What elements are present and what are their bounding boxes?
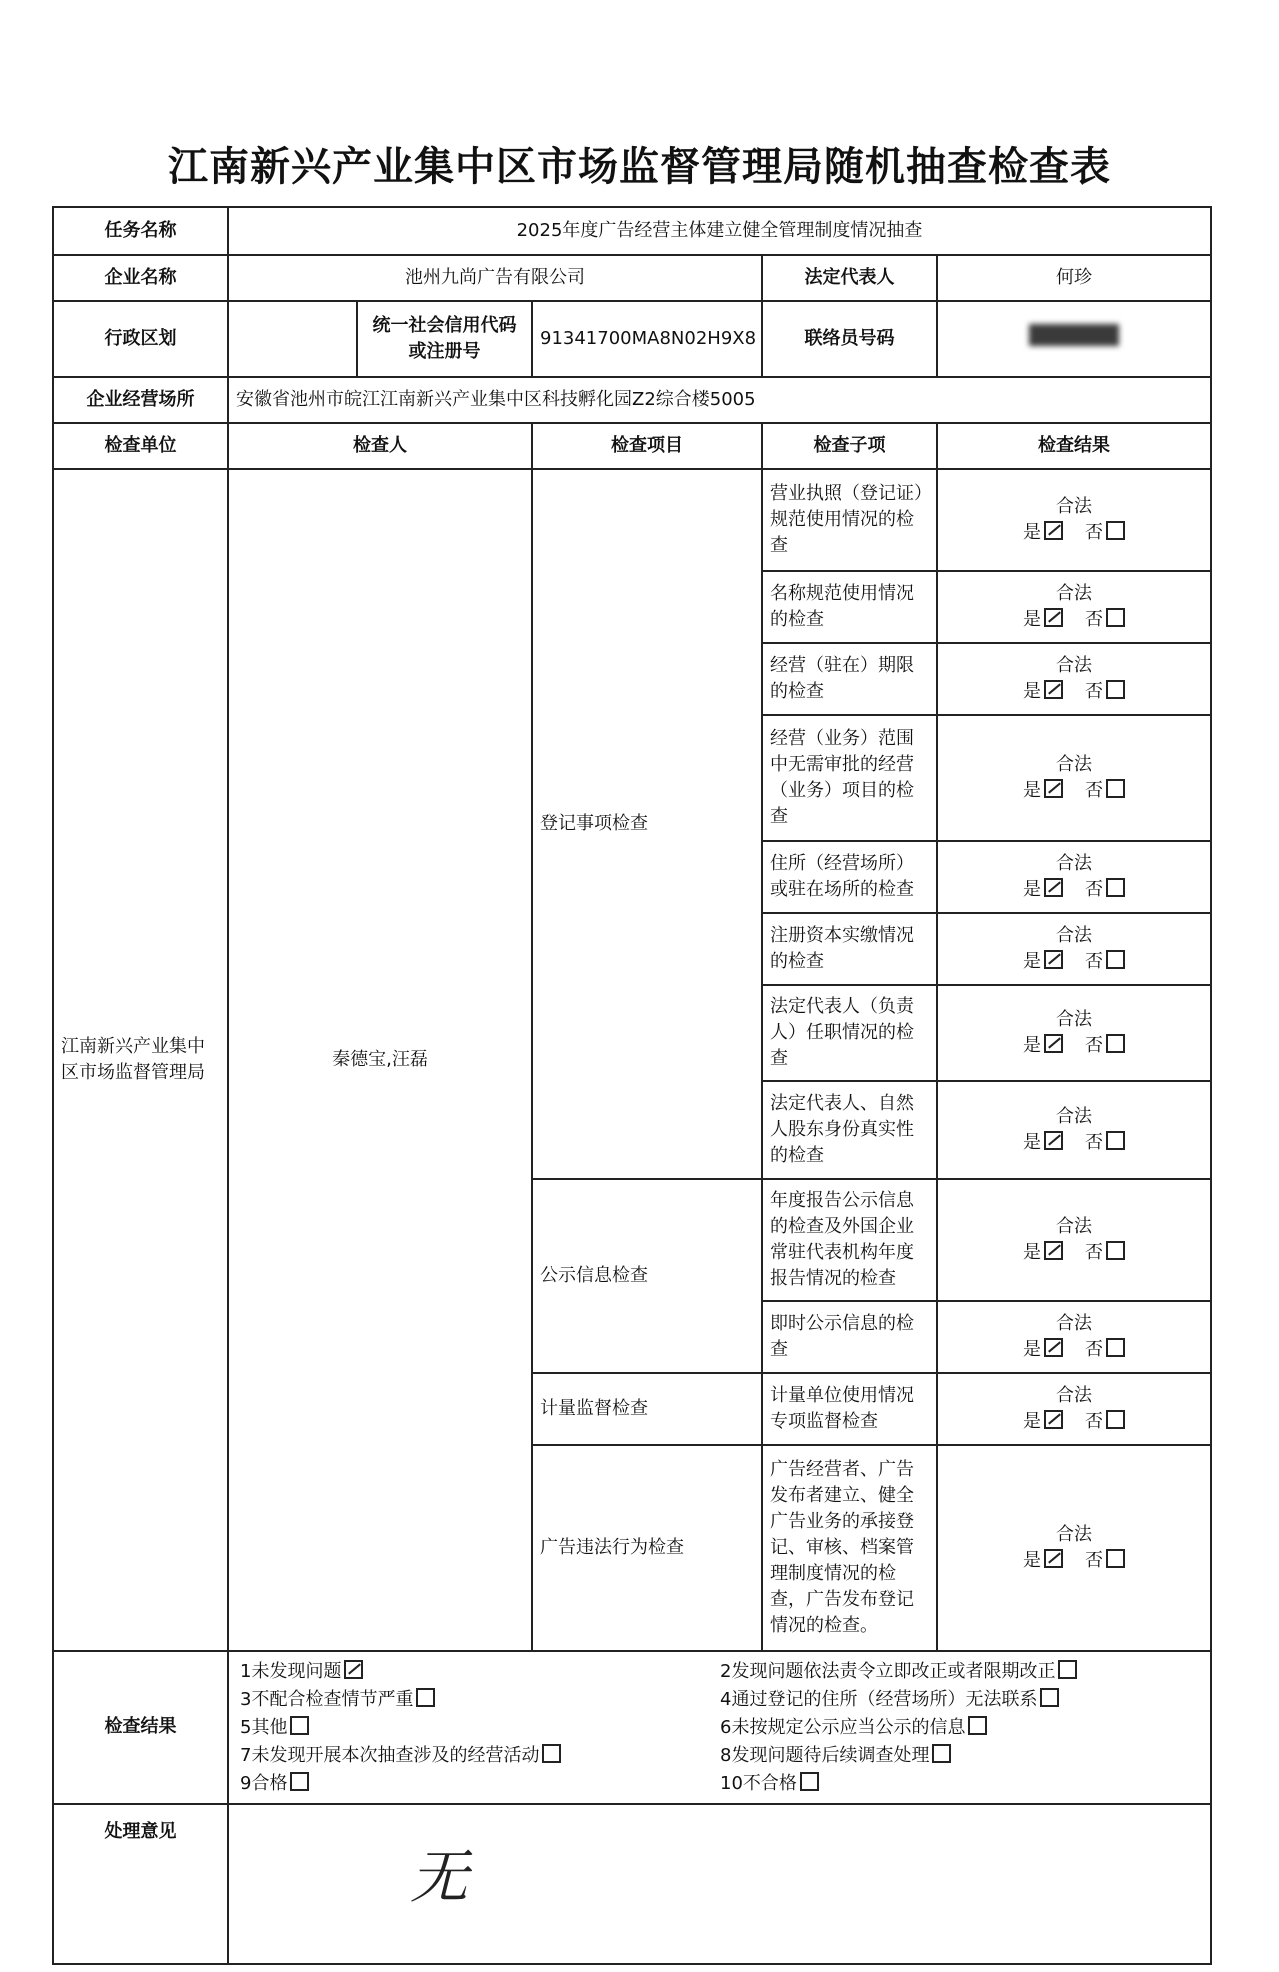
sub-item-text: 住所（经营场所）或驻在场所的检查 bbox=[762, 841, 937, 913]
yes-label: 是 bbox=[1023, 951, 1041, 972]
yes-label: 是 bbox=[1023, 609, 1041, 630]
legal-label: 合法 bbox=[1056, 1105, 1092, 1127]
no-label: 否 bbox=[1085, 1242, 1103, 1263]
sub-item-text: 法定代表人、自然人股东身份真实性的检查 bbox=[762, 1081, 937, 1179]
sub-item-text: 计量单位使用情况专项监督检查 bbox=[762, 1373, 937, 1445]
opinion-label: 处理意见 bbox=[53, 1804, 228, 1964]
option-text: 9合格 bbox=[240, 1773, 288, 1794]
legal-label: 合法 bbox=[1056, 582, 1092, 604]
yes-no-line bbox=[945, 1240, 1203, 1266]
result-cell bbox=[937, 913, 1211, 985]
result-cell bbox=[937, 469, 1211, 571]
legal-label: 合法 bbox=[1056, 654, 1092, 676]
opinion-value-cell bbox=[228, 1804, 1211, 1964]
no-checkbox[interactable] bbox=[1106, 1549, 1125, 1568]
option-text: 8发现问题待后续调查处理 bbox=[720, 1745, 930, 1766]
check-result-header: 检查结果 bbox=[937, 423, 1211, 469]
legal-label: 合法 bbox=[1056, 1384, 1092, 1406]
option-text: 7未发现开展本次抽查涉及的经营活动 bbox=[240, 1745, 540, 1766]
liaison-phone-value bbox=[937, 301, 1211, 377]
legal-label: 合法 bbox=[1056, 1523, 1092, 1545]
yes-no-line bbox=[945, 1409, 1203, 1435]
result-option bbox=[720, 1658, 1200, 1685]
inspector-header: 检查人 bbox=[228, 423, 532, 469]
option-text: 1未发现问题 bbox=[240, 1661, 342, 1682]
address-value: 安徽省池州市皖江江南新兴产业集中区科技孵化园Z2综合楼5005 bbox=[228, 377, 1211, 423]
region-label: 行政区划 bbox=[53, 301, 228, 377]
legal-label: 合法 bbox=[1056, 1008, 1092, 1030]
row-address bbox=[53, 377, 1211, 423]
handwritten-opinion: 无 bbox=[410, 1843, 469, 1911]
option-checkbox[interactable] bbox=[800, 1772, 819, 1791]
inspection-table bbox=[52, 206, 1212, 1965]
yes-label: 是 bbox=[1023, 1242, 1041, 1263]
no-label: 否 bbox=[1085, 951, 1103, 972]
yes-checkbox[interactable] bbox=[1044, 1549, 1063, 1568]
result-option bbox=[720, 1770, 1200, 1797]
inspection-category: 公示信息检查 bbox=[532, 1179, 762, 1373]
yes-checkbox[interactable] bbox=[1044, 521, 1063, 540]
result-cell bbox=[937, 1445, 1211, 1651]
yes-label: 是 bbox=[1023, 522, 1041, 543]
yes-no-line bbox=[945, 1130, 1203, 1156]
legal-rep-value: 何珍 bbox=[937, 255, 1211, 301]
result-option bbox=[720, 1742, 1200, 1769]
row-task bbox=[53, 207, 1211, 255]
option-checkbox[interactable] bbox=[344, 1660, 363, 1679]
no-checkbox[interactable] bbox=[1106, 950, 1125, 969]
option-checkbox[interactable] bbox=[542, 1744, 561, 1763]
no-label: 否 bbox=[1085, 780, 1103, 801]
yes-checkbox[interactable] bbox=[1044, 1034, 1063, 1053]
credit-code-label: 统一社会信用代码或注册号 bbox=[357, 301, 532, 377]
no-checkbox[interactable] bbox=[1106, 1241, 1125, 1260]
result-cell bbox=[937, 1373, 1211, 1445]
option-text: 10不合格 bbox=[720, 1773, 797, 1794]
yes-no-line bbox=[945, 1033, 1203, 1059]
yes-no-line bbox=[945, 679, 1203, 705]
yes-no-line bbox=[945, 1337, 1203, 1363]
sub-item-text: 注册资本实缴情况的检查 bbox=[762, 913, 937, 985]
no-label: 否 bbox=[1085, 1411, 1103, 1432]
yes-checkbox[interactable] bbox=[1044, 680, 1063, 699]
result-option bbox=[240, 1742, 720, 1769]
inspection-unit-header: 检查单位 bbox=[53, 423, 228, 469]
yes-no-line bbox=[945, 877, 1203, 903]
no-checkbox[interactable] bbox=[1106, 779, 1125, 798]
row-opinion bbox=[53, 1804, 1211, 1964]
row-header bbox=[53, 423, 1211, 469]
yes-checkbox[interactable] bbox=[1044, 1338, 1063, 1357]
inspection-category: 登记事项检查 bbox=[532, 469, 762, 1179]
liaison-phone-label: 联络员号码 bbox=[762, 301, 937, 377]
sub-item-text: 年度报告公示信息的检查及外国企业常驻代表机构年度报告情况的检查 bbox=[762, 1179, 937, 1301]
result-cell bbox=[937, 643, 1211, 715]
yes-checkbox[interactable] bbox=[1044, 779, 1063, 798]
result-cell bbox=[937, 571, 1211, 643]
option-text: 3不配合检查情节严重 bbox=[240, 1689, 414, 1710]
result-option bbox=[240, 1686, 720, 1713]
result-cell bbox=[937, 1179, 1211, 1301]
sub-item-text: 广告经营者、广告发布者建立、健全广告业务的承接登记、审核、档案管理制度情况的检查，广告发布登记情况的检查。 bbox=[762, 1445, 937, 1651]
yes-no-line bbox=[945, 520, 1203, 546]
yes-checkbox[interactable] bbox=[1044, 950, 1063, 969]
no-label: 否 bbox=[1085, 1035, 1103, 1056]
credit-code-value: 91341700MA8N02H9X8 bbox=[532, 301, 762, 377]
no-label: 否 bbox=[1085, 879, 1103, 900]
region-value bbox=[228, 301, 357, 377]
legal-label: 合法 bbox=[1056, 495, 1092, 517]
legal-label: 合法 bbox=[1056, 753, 1092, 775]
yes-label: 是 bbox=[1023, 681, 1041, 702]
sub-item-text: 经营（业务）范围中无需审批的经营（业务）项目的检查 bbox=[762, 715, 937, 841]
overall-result-label: 检查结果 bbox=[53, 1651, 228, 1804]
redacted-phone bbox=[1029, 324, 1119, 346]
legal-label: 合法 bbox=[1056, 1215, 1092, 1237]
yes-checkbox[interactable] bbox=[1044, 1131, 1063, 1150]
yes-checkbox[interactable] bbox=[1044, 1241, 1063, 1260]
task-name-value: 2025年度广告经营主体建立健全管理制度情况抽查 bbox=[228, 207, 1211, 255]
no-checkbox[interactable] bbox=[1106, 1034, 1125, 1053]
sub-item-text: 即时公示信息的检查 bbox=[762, 1301, 937, 1373]
legal-rep-label: 法定代表人 bbox=[762, 255, 937, 301]
legal-label: 合法 bbox=[1056, 852, 1092, 874]
inspector-value: 秦德宝,汪磊 bbox=[228, 469, 532, 1651]
no-checkbox[interactable] bbox=[1106, 608, 1125, 627]
yes-checkbox[interactable] bbox=[1044, 608, 1063, 627]
option-checkbox[interactable] bbox=[290, 1716, 309, 1735]
option-checkbox[interactable] bbox=[968, 1716, 987, 1735]
no-label: 否 bbox=[1085, 522, 1103, 543]
company-name-label: 企业名称 bbox=[53, 255, 228, 301]
row-overall-result bbox=[53, 1651, 1211, 1804]
no-label: 否 bbox=[1085, 1550, 1103, 1571]
sub-item-text: 法定代表人（负责人）任职情况的检查 bbox=[762, 985, 937, 1081]
yes-label: 是 bbox=[1023, 1411, 1041, 1432]
option-text: 4通过登记的住所（经营场所）无法联系 bbox=[720, 1689, 1038, 1710]
option-checkbox[interactable] bbox=[1058, 1660, 1077, 1679]
yes-label: 是 bbox=[1023, 780, 1041, 801]
yes-checkbox[interactable] bbox=[1044, 1410, 1063, 1429]
inspection-category: 计量监督检查 bbox=[532, 1373, 762, 1445]
result-cell bbox=[937, 985, 1211, 1081]
option-checkbox[interactable] bbox=[932, 1744, 951, 1763]
inspection-item-header: 检查项目 bbox=[532, 423, 762, 469]
form-title: 江南新兴产业集中区市场监督管理局随机抽查检查表 bbox=[168, 144, 1111, 190]
row-company bbox=[53, 255, 1211, 301]
no-checkbox[interactable] bbox=[1106, 521, 1125, 540]
result-option bbox=[240, 1770, 720, 1797]
row-region bbox=[53, 301, 1211, 377]
company-name-value: 池州九尚广告有限公司 bbox=[228, 255, 762, 301]
result-option bbox=[240, 1658, 720, 1685]
option-checkbox[interactable] bbox=[290, 1772, 309, 1791]
no-checkbox[interactable] bbox=[1106, 1131, 1125, 1150]
yes-label: 是 bbox=[1023, 1550, 1041, 1571]
options-grid bbox=[236, 1656, 1203, 1799]
yes-no-line bbox=[945, 607, 1203, 633]
yes-no-line bbox=[945, 778, 1203, 804]
yes-checkbox[interactable] bbox=[1044, 878, 1063, 897]
no-checkbox[interactable] bbox=[1106, 680, 1125, 699]
result-cell bbox=[937, 841, 1211, 913]
sub-item-text: 名称规范使用情况的检查 bbox=[762, 571, 937, 643]
task-name-label: 任务名称 bbox=[53, 207, 228, 255]
result-cell bbox=[937, 715, 1211, 841]
result-option bbox=[240, 1714, 720, 1741]
option-text: 6未按规定公示应当公示的信息 bbox=[720, 1717, 966, 1738]
yes-label: 是 bbox=[1023, 879, 1041, 900]
no-checkbox[interactable] bbox=[1106, 1338, 1125, 1357]
no-checkbox[interactable] bbox=[1106, 1410, 1125, 1429]
option-text: 2发现问题依法责令立即改正或者限期改正 bbox=[720, 1661, 1056, 1682]
overall-result-options bbox=[228, 1651, 1211, 1804]
no-label: 否 bbox=[1085, 681, 1103, 702]
yes-label: 是 bbox=[1023, 1339, 1041, 1360]
yes-label: 是 bbox=[1023, 1132, 1041, 1153]
address-label: 企业经营场所 bbox=[53, 377, 228, 423]
legal-label: 合法 bbox=[1056, 1312, 1092, 1334]
table-row bbox=[53, 469, 1211, 571]
yes-no-line bbox=[945, 1548, 1203, 1574]
sub-item-header: 检查子项 bbox=[762, 423, 937, 469]
inspection-unit-value: 江南新兴产业集中区市场监督管理局 bbox=[53, 469, 228, 1651]
no-label: 否 bbox=[1085, 609, 1103, 630]
sub-item-text: 营业执照（登记证）规范使用情况的检查 bbox=[762, 469, 937, 571]
result-option bbox=[720, 1714, 1200, 1741]
option-text: 5其他 bbox=[240, 1717, 288, 1738]
result-cell bbox=[937, 1301, 1211, 1373]
option-checkbox[interactable] bbox=[416, 1688, 435, 1707]
inspection-category: 广告违法行为检查 bbox=[532, 1445, 762, 1651]
legal-label: 合法 bbox=[1056, 924, 1092, 946]
yes-label: 是 bbox=[1023, 1035, 1041, 1056]
no-label: 否 bbox=[1085, 1132, 1103, 1153]
no-label: 否 bbox=[1085, 1339, 1103, 1360]
result-option bbox=[720, 1686, 1200, 1713]
result-cell bbox=[937, 1081, 1211, 1179]
option-checkbox[interactable] bbox=[1040, 1688, 1059, 1707]
no-checkbox[interactable] bbox=[1106, 878, 1125, 897]
sub-item-text: 经营（驻在）期限的检查 bbox=[762, 643, 937, 715]
yes-no-line bbox=[945, 949, 1203, 975]
